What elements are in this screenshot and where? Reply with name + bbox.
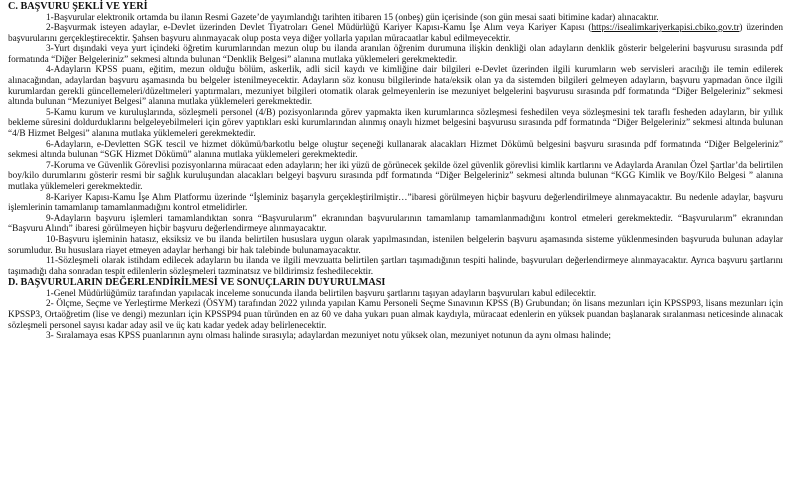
section-d-item-3: 3- Sıralamaya esas KPSS puanlarının aynı olması halinde sırasıyla; adaylardan mezuniyet notu yüksek olan, mezuniyet notunun da aynı olması halinde; — [46, 331, 611, 342]
section-c-item-7: 7-Koruma ve Güvenlik Görevlisi pozisyonlarına müracaat eden adayların; her iki yüzü de görünecek şekilde özel güvenlik görevlisi kimlik kartlarını ve Adaylarda Aranılan Özel Şartlar’da belirtilen boy/kilo durumlarını gösterir resmi bir sağlık kuruluşundan alacakları belgeyi başvuru sırasında pdf formatında “Diğer Belgeleriniz” sekmesi altında bulunan “KGG Kimlik ve Boy/Kilo Belgesi ” alanına mutlaka yüklemeleri gerekmektedir. — [8, 160, 783, 192]
section-c-item-5: 5-Kamu kurum ve kuruluşlarında, sözleşmeli personel (4/B) pozisyonlarında görev yapmakta iken kurumlarınca sözleşmesi feshedilen veya sözleşmesini tek taraflı fesheden adayların, bir yıllık bekleme süresini doldurduklarını belgeleyebilmeleri için görev yaptıkları eski kurumlarından alınmış onaylı hizmet belgesini başvurusu sırasında pdf formatında “Diğer Belgeleriniz” sekmesi altında bulunan “4/B Hizmet Belgesi” alanına mutlaka yüklemeleri gerekmektedir. — [8, 107, 783, 140]
section-c-item-9: 9-Adayların başvuru işlemleri tamamlandıktan sonra “Başvurularım” ekranından başvurularının tamamlanıp tamamlanmadığını kontrol etmeleri gerekmektedir. “Başvurularım” ekranından “Başvuru Alındı” ibaresi görülmeyen hiçbir başvuru değerlendirmeye alınmayacaktır. — [8, 213, 783, 235]
section-c-item-4: 4-Adayların KPSS puanı, eğitim, mezun olduğu bölüm, askerlik, adli sicil kaydı ve kimliğine dair bilgileri e-Devlet üzerinden ilgili kurumların web servisleri aracılığı ile temin edilerek alınacağından, adaylardan başvuru aşamasında bu belgeler istenilmeyecektir. Adayların söz konusu bilgilerinde hata/eksik olan ya da sistemden bilgileri gelmeyen adayların, başvuru yapmadan önce ilgili kurumlardan gerekli güncellemeleri/düzeltmeleri yaptırmaları, mezuniyet bilgileri otomatik olarak gelmeyenlerin ise mezuniyet belgelerini başvurusu sırasında pdf formatında “Diğer Belgeleriniz” sekmesi altında bulunan “Mezuniyet Belgesi” alanına mutlaka yüklemeleri gerekmektedir. — [8, 65, 783, 108]
section-c-item-1: 1-Başvurular elektronik ortamda bu ilanın Resmi Gazete’de yayımlandığı tarihten itibaren 15 (onbeş) gün içerisinde (son gün mesai saati bitimine kadar) alınacaktır. — [46, 12, 659, 23]
section-c-item-3: 3-Yurt dışındaki veya yurt içindeki öğretim kurumlarından mezun olup bu ilanda aranılan öğrenim durumuna ilişkin denkliği olan adayların denklik gösterir belgelerini başvurusu sırasında pdf formatında “Diğer Belgeleriniz” sekmesi altında bulunan “Denklik Belgesi” alanına mutlaka yüklemeleri gerekmektedir. — [8, 44, 783, 65]
section-c-item-10: 10-Başvuru işleminin hatasız, eksiksiz ve bu ilanda belirtilen hususlara uygun olarak yapılmasından, istenilen belgelerin başvuru aşamasında sisteme yüklenmesinden başvuruda bulunan adaylar sorumludur. Bu hususlara riayet etmeyen adaylar herhangi bir hak talebinde bulunamayacaktır. — [8, 234, 783, 256]
section-d-item-1: 1-Genel Müdürlüğümüz tarafından yapılacak inceleme sonucunda ilanda belirtilen başvuru şartlarını taşıyan adayların başvuruları kabul edilecektir. — [46, 288, 597, 299]
item-2-text-after: ) üzerinden başvurularını gerçekleştirecektir. Şahsen başvuru alınmayacak olup posta veya diğer yollarla yapılan müracaatlar kabul edilmeyecektir. — [8, 23, 784, 44]
section-d-title: D. BAŞVURULARIN DEĞERLENDİRİLMESİ VE SONUÇLARIN DUYURULMASI — [8, 277, 386, 289]
item-2-text-before: 2-Başvurmak isteyen adaylar, e-Devlet üzerinden Devlet Tiyatroları Genel Müdürlüğü Kariyer Kapısı-Kamu İşe Alım veya Kariyer Kapısı ( — [46, 23, 592, 34]
section-c-item-6: 6-Adayların, e-Devletten SGK tescil ve hizmet dökümü/barkotlu belge oluştur seçeneği kullanarak alacakları Hizmet Dökümü belgesini başvuru sırasında pdf formatında “Diğer Belgeleriniz” sekmesi altında bulunan “SGK Hizmet Dökümü” alanına mutlaka yüklemeleri gerekmektedir. — [8, 139, 783, 161]
career-gate-link[interactable]: https://isealimkariyerkapisi.cbiko.gov.tr — [591, 23, 740, 34]
section-c-item-2 — [8, 23, 783, 44]
section-c-item-8: 8-Kariyer Kapısı-Kamu İşe Alım Platformu üzerinde “İşleminiz başarıyla gerçekleştirilmiştir…”ibaresi görülmeyen hiçbir başvuru değerlendirilmeye alınmayacaktır. Bu nedenle adaylar, başvuru işlemlerinin tamamlanıp tamamlanmadığını kontrol etmelidirler. — [8, 192, 783, 214]
section-c-item-11: 11-Sözleşmeli olarak istihdam edilecek adayların bu ilanda ve ilgili mevzuatta belirtilen şartları taşımadığının tespiti halinde, başvuruları değerlendirmeye alınmayacaktır. Ayrıca başvuru şartlarını taşımadığı daha sonradan tespit edilenlerin sözleşmeleri tazminatsız ve bildirimsiz feshedilecektir. — [8, 256, 783, 277]
section-d-item-2: 2- Ölçme, Seçme ve Yerleştirme Merkezi (ÖSYM) tarafından 2022 yılında yapılan Kamu Personeli Seçme Sınavının KPSS (B) Grubundan; ön lisans mezunları için KPSSP93, lisans mezunları için KPSSP3, Ortaöğretim (lise ve dengi) mezunları için KPSSP94 puan türünden en az 60 ve daha yukarı puan almak kaydıyla, müracaat edenlerin en yüksek puandan başlanarak sıralanması neticesinde alınacak sözleşmeli personel sayısı kadar aday asil ve üç katı kadar yedek aday belirlenecektir. — [8, 299, 783, 331]
section-c-title: C. BAŞVURU ŞEKLİ VE YERİ — [8, 1, 148, 12]
